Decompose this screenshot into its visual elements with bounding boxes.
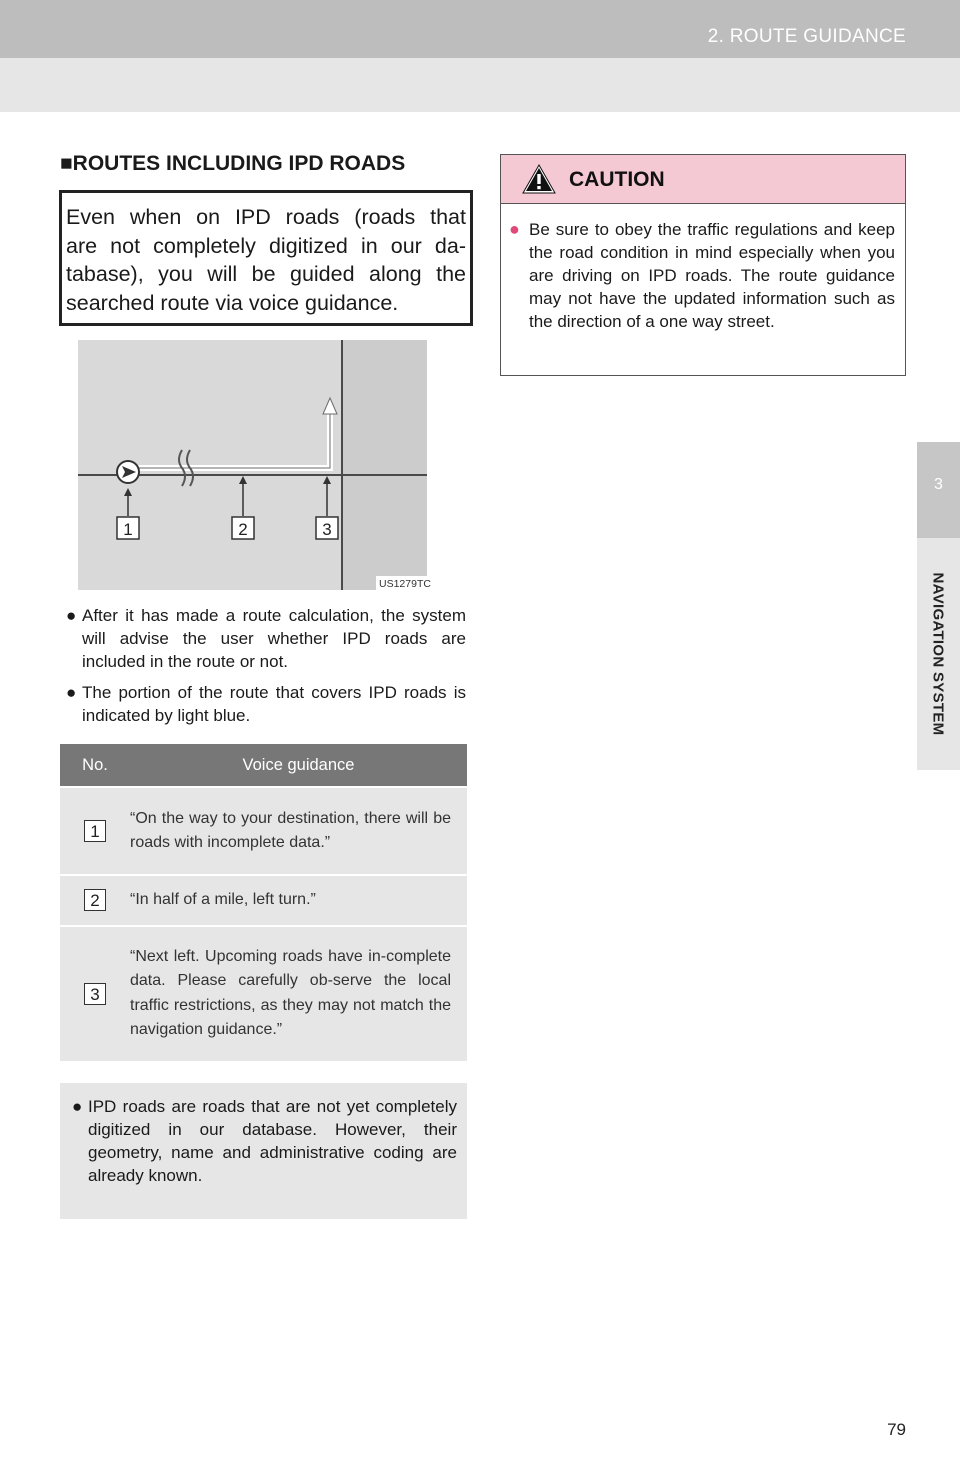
row-number: 1 (84, 820, 106, 842)
list-item (72, 1095, 457, 1187)
bullet-text: After it has made a route calculation, the system will advise the user whether IPD roads are included in the route or not. (82, 606, 466, 671)
list-item (66, 681, 466, 727)
bullet-icon: ● (66, 683, 77, 702)
row-text: “On the way to your destination, there will be roads with incomplete data.” (130, 787, 467, 875)
row-text: “Next left. Upcoming roads have in-complete data. Please carefully ob-serve the local traffic restrictions, as they may not match the navigation guidance.” (130, 926, 467, 1061)
route-diagram (66, 340, 439, 590)
list-item (66, 604, 466, 673)
caution-header (501, 155, 905, 204)
row-number-cell (60, 875, 130, 926)
page-header (0, 0, 960, 112)
row-number: 2 (84, 889, 106, 911)
row-number-cell (60, 926, 130, 1061)
intro-box (59, 190, 473, 326)
caution-box (500, 154, 906, 376)
callout-label: 2 (238, 520, 248, 539)
caution-title: CAUTION (569, 168, 665, 191)
table-row (60, 787, 467, 875)
map-shade (342, 340, 427, 590)
table-row (60, 875, 467, 926)
intro-line: Even when on IPD roads (roads that (66, 205, 466, 229)
column-header-no: No. (60, 744, 130, 787)
bullet-icon: ● (66, 606, 77, 625)
caution-text: Be sure to obey the traffic regulations and keep the road condition in mind especially when you are driving on IPD roads. The route guidance may not have the updated information such as the direction of a one way street. (529, 220, 895, 331)
caution-bullet-icon: ● (509, 219, 520, 239)
note-text: IPD roads are roads that are not yet completely digitized in our database. However, their geometry, name and administrative coding are already known. (88, 1097, 457, 1185)
route-figure (66, 340, 439, 590)
header-title: 2. ROUTE GUIDANCE (707, 26, 906, 47)
row-text: “In half of a mile, left turn.” (130, 875, 467, 926)
figure-code: US1279TC (379, 578, 431, 590)
section-title: ■ROUTES INCLUDING IPD ROADS (60, 152, 406, 175)
chapter-number: 3 (934, 476, 943, 493)
note-box (60, 1083, 467, 1219)
voice-guidance-table (60, 744, 467, 1061)
bullet-text: The portion of the route that covers IPD roads is indicated by light blue. (82, 683, 466, 725)
intro-text (66, 203, 466, 317)
intro-line: tabase), you will be guided along the (66, 262, 466, 286)
column-header-voice: Voice guidance (130, 744, 467, 787)
row-number-cell (60, 787, 130, 875)
page-number: 79 (887, 1420, 906, 1439)
row-number: 3 (84, 983, 106, 1005)
callout-label: 3 (322, 520, 332, 539)
warning-icon (521, 163, 557, 195)
bullet-list (66, 604, 466, 735)
table-header-row (60, 744, 467, 787)
intro-line: are not completely digitized in our da- (66, 233, 466, 258)
intro-line: searched route via voice guidance. (66, 290, 399, 315)
callout-label: 1 (123, 520, 133, 539)
caution-body (501, 204, 905, 333)
bullet-icon: ● (72, 1097, 83, 1116)
chapter-label: NAVIGATION SYSTEM (929, 572, 947, 736)
table-row (60, 926, 467, 1061)
